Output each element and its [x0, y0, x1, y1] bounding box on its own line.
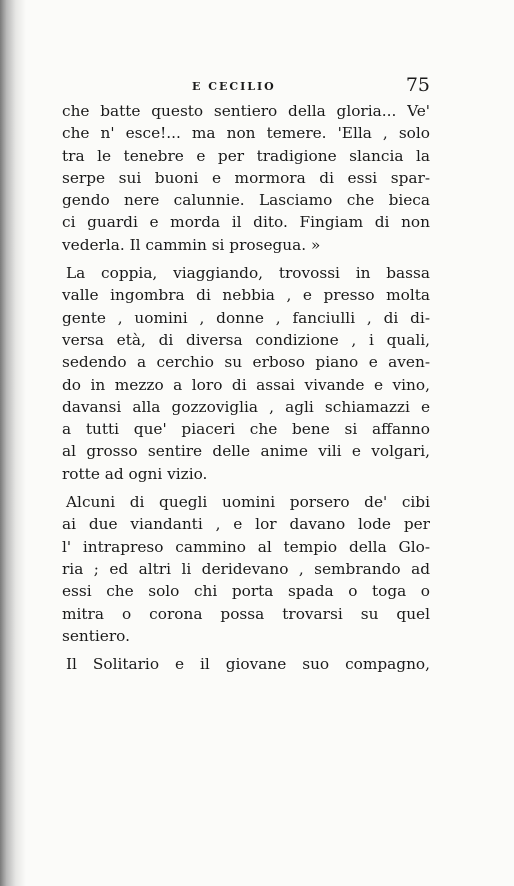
- paragraph: [62, 100, 430, 256]
- text-line: gendo nere calunnie. Lasciamo che bieca: [62, 191, 430, 210]
- text-line: vederla. Il cammin si prosegua. »: [62, 235, 321, 254]
- text-line: do in mezzo a loro di assai vivande e vino,: [62, 375, 430, 394]
- text-line: gente , uomini , donne , fanciulli , di di-: [62, 308, 430, 327]
- text-line: valle ingombra di nebbia , e presso molta: [62, 286, 430, 305]
- page-header: [62, 74, 430, 100]
- text-line: essi che solo chi porta spada o toga o: [62, 582, 430, 601]
- text-line: tra le tenebre e per tradigione slancia la: [62, 146, 430, 165]
- text-line: mitra o corona possa trovarsi su quel: [62, 604, 430, 623]
- paragraph: [62, 653, 430, 675]
- text-line: versa età, di diversa condizione , i quali,: [62, 330, 430, 349]
- text-line: Alcuni di quegli uomini porsero de' cibi: [66, 493, 430, 512]
- binding-shadow: [0, 0, 26, 886]
- text-line: ai due viandanti , e lor davano lode per: [62, 515, 430, 534]
- text-line: serpe sui buoni e mormora di essi spar-: [62, 168, 430, 187]
- text-line: La coppia, viaggiando, trovossi in bassa: [66, 264, 430, 283]
- text-line: sedendo a cerchio su erboso piano e aven-: [62, 353, 430, 372]
- body-text: [62, 100, 430, 675]
- text-line: che n' esce!... ma non temere. 'Ella , solo: [62, 124, 430, 143]
- text-line: l' intrapreso cammino al tempio della Glo-: [62, 537, 430, 556]
- paragraph: [62, 491, 430, 647]
- text-line: rotte ad ogni vizio.: [62, 464, 208, 483]
- text-line: davansi alla gozzoviglia , agli schiamazzi e: [62, 397, 430, 416]
- text-line: sentiero.: [62, 626, 130, 645]
- text-line: a tutti que' piaceri che bene si affanno: [62, 420, 430, 439]
- running-head: E CECILIO: [192, 80, 276, 93]
- text-line: ci guardi e morda il dito. Fingiam di non: [62, 213, 430, 232]
- paragraph: [62, 262, 430, 485]
- text-line: al grosso sentire delle anime vili e volgari,: [62, 442, 430, 461]
- page-number: 75: [405, 74, 430, 96]
- text-line: ria ; ed altri li deridevano , sembrando ad: [62, 559, 430, 578]
- text-line: Il Solitario e il giovane suo compagno,: [66, 655, 430, 674]
- text-line: che batte questo sentiero della gloria... Ve': [62, 102, 430, 120]
